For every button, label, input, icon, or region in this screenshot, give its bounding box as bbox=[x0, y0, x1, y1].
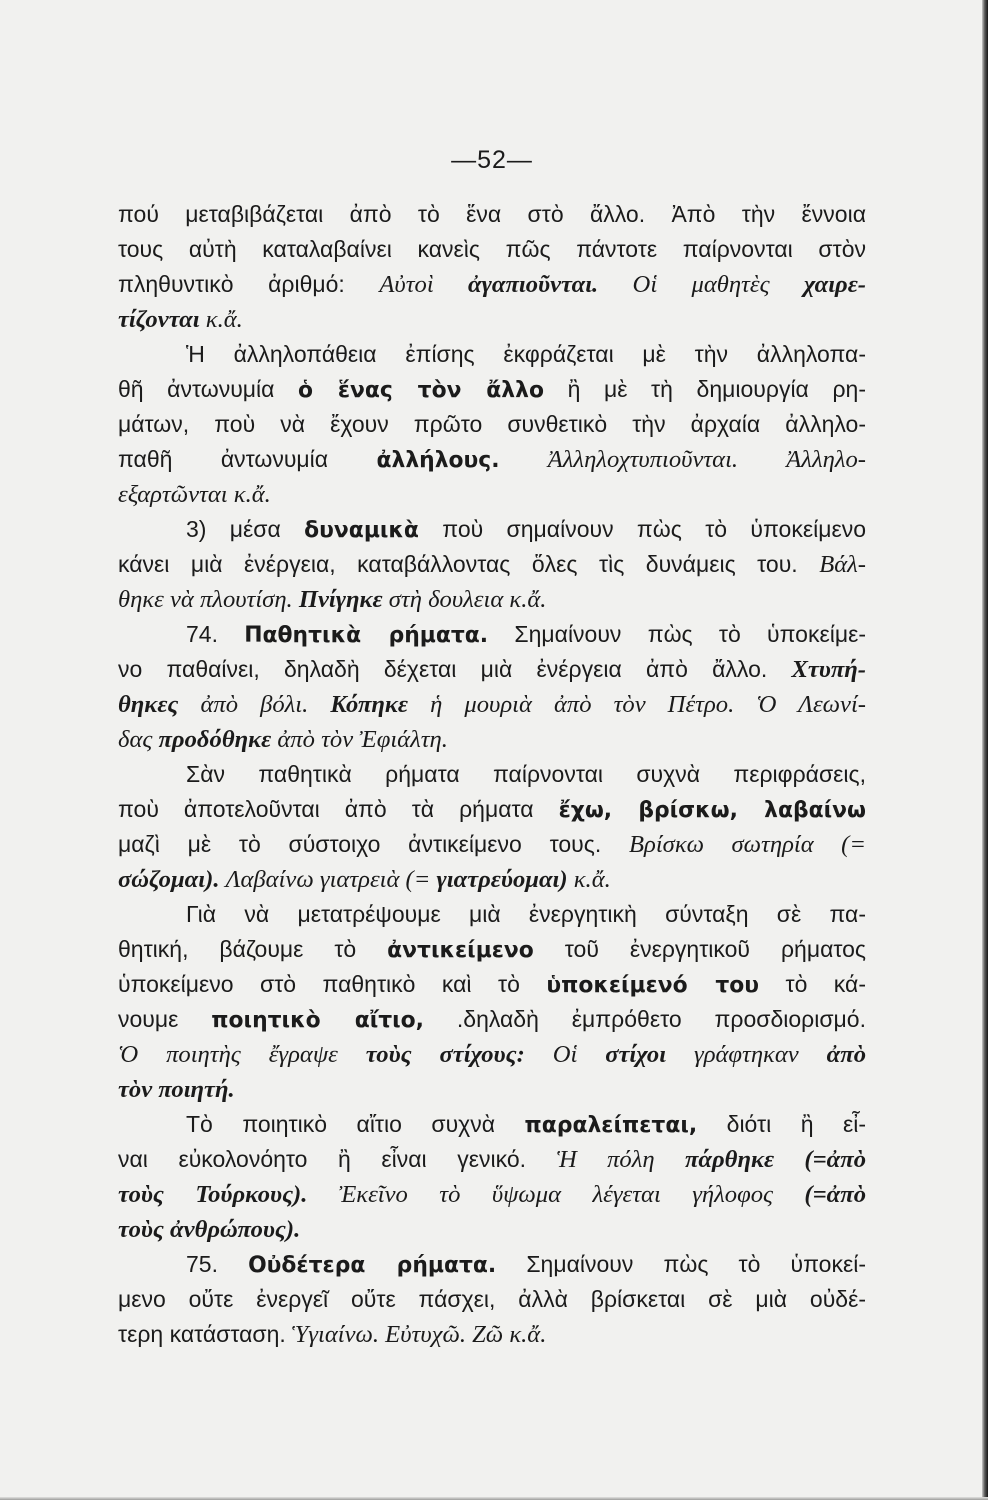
italic-text: γράφτηκαν bbox=[694, 1041, 827, 1068]
regular-text: Τὸ ποιητικὸ αἴτιο συχνὰ bbox=[186, 1111, 525, 1137]
bold-italic-text: ἀπὸ bbox=[826, 1041, 866, 1068]
page-body-text bbox=[118, 197, 866, 1352]
text-line bbox=[118, 1247, 866, 1282]
italic-text: εξαρτῶνται κ.ἄ. bbox=[118, 481, 271, 508]
text-line bbox=[118, 897, 866, 932]
regular-text: ναι εὐκολονόητο ἢ εἶναι γενικό. bbox=[118, 1146, 557, 1172]
italic-text: θηκε νὰ πλουτίση. bbox=[118, 586, 299, 613]
regular-text: νουμε bbox=[118, 1006, 212, 1032]
bold-text: ὑποκείμενό του bbox=[546, 973, 760, 998]
regular-text: τους αὐτὴ καταλαβαίνει κανεὶς πῶς πάντοτε παίρνονται στὸν bbox=[118, 236, 866, 262]
bold-italic-text: σώζομαι). bbox=[118, 866, 226, 893]
regular-text: ἢ μὲ τὴ δημιουργία ρη- bbox=[543, 376, 866, 402]
regular-text: μαζὶ μὲ τὸ σύστοιχο ἀντικείμενο τους. bbox=[118, 831, 629, 857]
text-line bbox=[118, 1002, 866, 1037]
italic-text: Ὑγιαίνω. Εὐτυχῶ. Ζῶ κ.ἄ. bbox=[292, 1321, 547, 1348]
italic-text: Ἐκεῖνο τὸ ὕψωμα λέγεται γήλοφος bbox=[338, 1181, 805, 1208]
text-line bbox=[118, 617, 866, 652]
regular-text: τερη κατάσταση. bbox=[118, 1321, 293, 1347]
regular-text: 3) μέσα bbox=[186, 516, 305, 542]
regular-text: παθῆ ἀντωνυμία bbox=[118, 446, 377, 472]
regular-text: ποὺ σημαίνουν πὼς τὸ ὑποκείμενο bbox=[418, 516, 866, 542]
paragraph bbox=[118, 757, 866, 897]
text-line bbox=[118, 1072, 866, 1107]
regular-text: Σημαίνουν πὼς τὸ ὑποκεί- bbox=[496, 1251, 866, 1277]
italic-text: ἀπὸ βόλι. bbox=[200, 691, 331, 718]
bold-text: ποιητικὸ αἴτιο, bbox=[211, 1008, 424, 1033]
regular-text: κάνει μιὰ ἐνέργεια, καταβάλλοντας ὅλες τὶς δυνάμεις του. bbox=[118, 551, 820, 577]
text-line bbox=[118, 1142, 866, 1177]
text-line bbox=[118, 197, 866, 232]
text-line bbox=[118, 407, 866, 442]
paragraph bbox=[118, 1107, 866, 1247]
italic-text: Βρίσκω σωτηρία (= bbox=[629, 831, 866, 858]
regular-text: πού μεταβιβάζεται ἀπὸ τὸ ἕνα στὸ ἄλλο. Ἀπὸ τὴν ἔννοια bbox=[118, 201, 866, 227]
regular-text: Ἡ ἀλληλοπάθεια ἐπίσης ἐκφράζεται μὲ τὴν ἀλληλοπα- bbox=[186, 341, 866, 367]
bold-italic-text: (=ἀπὸ bbox=[804, 1181, 866, 1208]
bold-italic-text: προδόθηκε bbox=[158, 726, 278, 753]
text-line bbox=[118, 1212, 866, 1247]
paragraph bbox=[118, 1247, 866, 1352]
regular-text: πληθυντικὸ ἀριθμό: bbox=[118, 271, 380, 297]
bold-italic-text: τίζονται bbox=[118, 306, 206, 333]
text-line bbox=[118, 337, 866, 372]
text-line bbox=[118, 267, 866, 302]
italic-text: Ἡ πόλη bbox=[556, 1146, 685, 1173]
bold-text: ἔχω, βρίσκω, λαβαίνω bbox=[558, 798, 866, 823]
bold-text: ὁ ἕνας τὸν ἄλλο bbox=[298, 378, 544, 403]
text-line bbox=[118, 512, 866, 547]
regular-text: διότι ἢ εἶ- bbox=[697, 1111, 866, 1137]
regular-text: Σὰν παθητικὰ ρήματα παίρνονται συχνὰ περιφράσεις, bbox=[186, 761, 866, 787]
paragraph bbox=[118, 512, 866, 617]
text-line bbox=[118, 232, 866, 267]
regular-text: Γιὰ νὰ μετατρέψουμε μιὰ ἐνεργητικὴ σύνταξη σὲ πα- bbox=[186, 901, 866, 927]
regular-text: θητική, βάζουμε τὸ bbox=[118, 936, 388, 962]
italic-text: ἀπὸ τὸν Ἐφιάλτη. bbox=[277, 726, 448, 753]
paragraph bbox=[118, 897, 866, 1107]
text-line bbox=[118, 477, 866, 512]
bold-italic-text: τὸν ποιητή. bbox=[118, 1076, 235, 1103]
paragraph bbox=[118, 337, 866, 512]
bold-text: Παθητικὰ ρήματα. bbox=[244, 623, 489, 648]
page-number: —52— bbox=[451, 146, 533, 174]
bold-italic-text: πάρθηκε (=ἀπὸ bbox=[684, 1146, 866, 1173]
bold-italic-text: χαιρε- bbox=[803, 271, 866, 298]
italic-text: Αὐτοὶ bbox=[379, 271, 469, 298]
text-line bbox=[118, 547, 866, 582]
italic-text: Λαβαίνω γιατρειὰ (= bbox=[225, 866, 437, 893]
text-line bbox=[118, 967, 866, 1002]
text-line bbox=[118, 1037, 866, 1072]
text-line bbox=[118, 1282, 866, 1317]
text-line bbox=[118, 932, 866, 967]
regular-text: τὸ κά- bbox=[759, 971, 866, 997]
text-line bbox=[118, 372, 866, 407]
regular-text: Σημαίνουν πὼς τὸ ὑποκείμε- bbox=[488, 621, 866, 647]
text-line bbox=[118, 757, 866, 792]
text-line bbox=[118, 862, 866, 897]
bold-italic-text: Χτυπή- bbox=[791, 656, 866, 683]
bold-text: ἀλλήλους. bbox=[376, 448, 500, 473]
italic-text: Ἀλληλοχτυπιοῦνται. Ἀλληλο- bbox=[499, 446, 866, 473]
bold-italic-text: τοὺς στίχους: bbox=[365, 1041, 553, 1068]
text-line bbox=[118, 652, 866, 687]
paragraph bbox=[118, 617, 866, 757]
scan-edge-right bbox=[982, 0, 988, 1500]
text-line bbox=[118, 792, 866, 827]
italic-text: στὴ δουλεια κ.ἄ. bbox=[382, 586, 547, 613]
bold-italic-text: τοὺς Τούρκους). bbox=[118, 1181, 339, 1208]
text-line bbox=[118, 1177, 866, 1212]
text-line bbox=[118, 582, 866, 617]
bold-text: Οὐδέτερα ρήματα. bbox=[248, 1253, 497, 1278]
text-line bbox=[118, 687, 866, 722]
text-line bbox=[118, 442, 866, 477]
text-line bbox=[118, 302, 866, 337]
regular-text: μενο οὔτε ἐνεργεῖ οὔτε πάσχει, ἀλλὰ βρίσκεται σὲ μιὰ οὐδέ- bbox=[118, 1286, 866, 1312]
regular-text: ὑποκείμενο στὸ παθητικὸ καὶ τὸ bbox=[118, 971, 547, 997]
italic-text: δας bbox=[118, 726, 159, 753]
italic-text: ἡ μουριὰ ἀπὸ τὸν Πέτρο. Ὁ Λεωνί- bbox=[430, 691, 866, 718]
bold-italic-text: θηκες bbox=[118, 691, 201, 718]
italic-text: Οἱ μαθητὲς bbox=[632, 271, 804, 298]
bold-italic-text: τοὺς ἀνθρώπους). bbox=[118, 1216, 301, 1243]
paragraph bbox=[118, 197, 866, 337]
bold-italic-text: Κόπηκε bbox=[330, 691, 431, 718]
italic-text: κ.ἄ. bbox=[205, 306, 243, 333]
bold-italic-text: γιατρεύομαι) bbox=[436, 866, 574, 893]
bold-italic-text: ἀγαπιοῦνται. bbox=[468, 271, 633, 298]
regular-text: 75. bbox=[186, 1251, 249, 1277]
bold-text: ἀντικείμενο bbox=[387, 938, 534, 963]
regular-text: .δηλαδὴ ἐμπρόθετο προσδιορισμό. bbox=[423, 1006, 866, 1032]
bold-text: δυναμικὰ bbox=[304, 518, 419, 543]
bold-italic-text: στίχοι bbox=[605, 1041, 694, 1068]
regular-text: μάτων, ποὺ νὰ ἔχουν πρῶτο συνθετικὸ τὴν ἀρχαία ἀλληλο- bbox=[118, 411, 866, 437]
text-line bbox=[118, 1107, 866, 1142]
regular-text: νο παθαίνει, δηλαδὴ δέχεται μιὰ ἐνέργεια ἀπὸ ἄλλο. bbox=[118, 656, 792, 682]
regular-text: 74. bbox=[186, 621, 245, 647]
italic-text: Βάλ- bbox=[819, 551, 866, 578]
regular-text: ποὺ ἀποτελοῦνται ἀπὸ τὰ ρήματα bbox=[118, 796, 559, 822]
regular-text: τοῦ ἐνεργητικοῦ ρήματος bbox=[533, 936, 866, 962]
text-line bbox=[118, 722, 866, 757]
italic-text: Ὁ ποιητὴς ἔγραψε bbox=[118, 1041, 366, 1068]
regular-text: θῆ ἀντωνυμία bbox=[118, 376, 299, 402]
bold-text: παραλείπεται, bbox=[524, 1113, 698, 1138]
italic-text: Οἱ bbox=[552, 1041, 606, 1068]
bold-italic-text: Πνίγηκε bbox=[298, 586, 383, 613]
text-line bbox=[118, 1317, 866, 1352]
italic-text: κ.ἄ. bbox=[573, 866, 611, 893]
text-line bbox=[118, 827, 866, 862]
